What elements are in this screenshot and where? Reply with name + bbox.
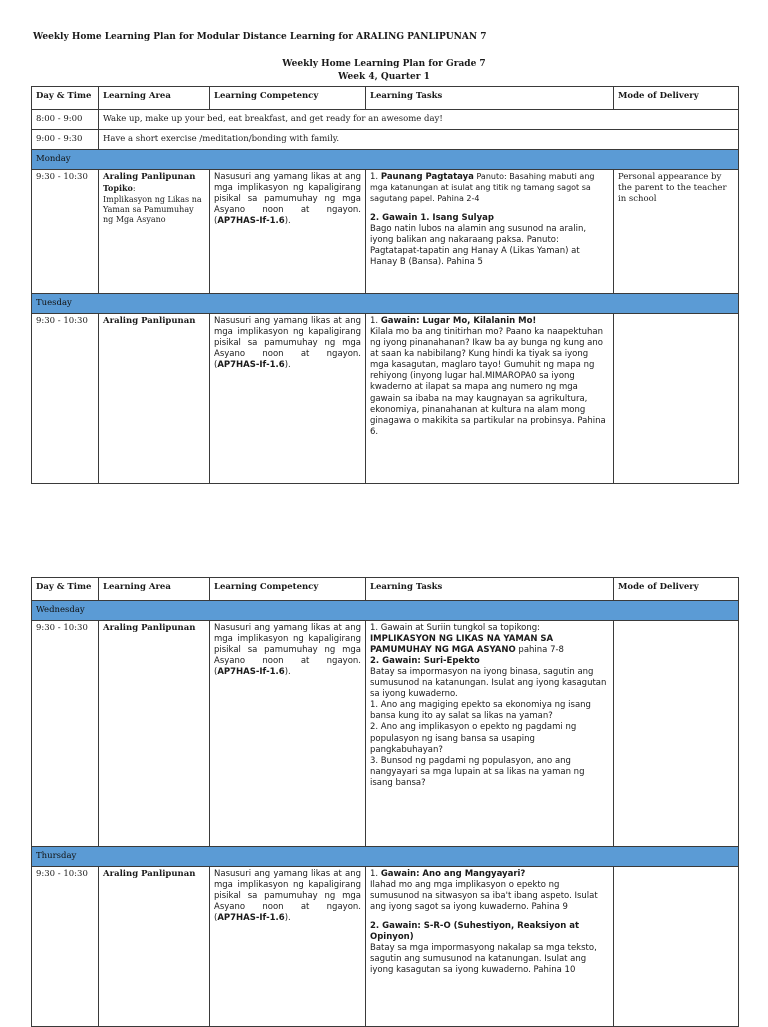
competency-code: AP7HAS-If-1.6 xyxy=(217,360,285,371)
topic-label: Topiko xyxy=(103,183,133,194)
learning-area-cell: Araling Panlipunan xyxy=(99,621,210,847)
header-row xyxy=(32,87,739,110)
topic-text: Implikasyon ng Likas na Yaman sa Pamumuhay ng Mga Asyano xyxy=(103,194,202,225)
competency-code: AP7HAS-If-1.6 xyxy=(217,913,285,924)
task-title: 2. Gawain: Suri-Epekto xyxy=(370,656,480,667)
time-cell: 9:30 - 10:30 xyxy=(32,170,99,294)
competency-cell: Nasusuri ang yamang likas at ang mga implikasyon ng kapaligirang pisikal sa pamumuhay ng mga Asyano noon at ngayon. (AP7HAS-If-1.6). xyxy=(210,170,366,294)
routine-text: Have a short exercise /meditation/bonding with family. xyxy=(99,130,739,150)
delivery-cell xyxy=(614,621,739,847)
day-label: Thursday xyxy=(32,847,739,867)
day-band-wednesday xyxy=(32,601,739,621)
header-learning-area: Learning Area xyxy=(99,578,210,601)
routine-time: 9:00 - 9:30 xyxy=(32,130,99,150)
delivery-cell xyxy=(614,314,739,484)
learning-area-cell: Araling Panlipunan xyxy=(99,867,210,1027)
task-text: Ilahad mo ang mga implikasyon o epekto ng sumusunod na sitwasyon sa iba't ibang aspeto. Isulat ang iyong sagot sa iyong kuwaderno. Pahina 9 xyxy=(370,880,598,913)
competency-code: AP7HAS-If-1.6 xyxy=(217,667,285,678)
question-item: 1. Ano ang magiging epekto sa ekonomiya ng isang bansa kung ito ay salat sa likas na yaman? xyxy=(370,700,591,722)
day-label: Tuesday xyxy=(32,294,739,314)
schedule-row-monday xyxy=(32,170,739,294)
task-text: Kilala mo ba ang tinitirhan mo? Paano ka naapektuhan ng iyong pinanahanan? Ikaw ba ay bunga ng kung ano at saan ka nabibilang? Kung hindi ka tiyak sa iyong mga kasagutan, maglaro tayo! Gumuhit ng mapa ng rehiyong (inyong lugar hal.MIMAROPA0 sa iyong kwaderno at ilapat sa mapa ang numero ng mga gawain sa ibaba na may kaugnayan sa agrikultura, ekonomiya, pinanahanan at kultura na alam mong ginagawa o makikita sa partikular na probinsya. Pahina 6. xyxy=(370,327,606,437)
task-title: Paunang Pagtataya xyxy=(380,172,474,183)
day-band-monday xyxy=(32,150,739,170)
delivery-cell xyxy=(614,867,739,1027)
document-title: Weekly Home Learning Plan for Modular Distance Learning for ARALING PANLIPUNAN 7 xyxy=(33,32,487,42)
competency-cell: Nasusuri ang yamang likas at ang mga implikasyon ng kapaligirang pisikal sa pamumuhay ng mga Asyano noon at ngayon. (AP7HAS-If-1.6). xyxy=(210,621,366,847)
header-tasks: Learning Tasks xyxy=(366,87,614,110)
header-competency: Learning Competency xyxy=(210,578,366,601)
plan-week: Week 4, Quarter 1 xyxy=(338,72,430,82)
routine-time: 8:00 - 9:00 xyxy=(32,110,99,130)
schedule-row-thursday xyxy=(32,867,739,1027)
header-delivery: Mode of Delivery xyxy=(614,87,739,110)
learning-area-cell: Araling Panlipunan xyxy=(99,314,210,484)
routine-row xyxy=(32,130,739,150)
header-day-time: Day & Time xyxy=(32,87,99,110)
tasks-cell: 1. Gawain at Suriin tungkol sa topikong: IMPLIKASYON NG LIKAS NA YAMAN SA PAMUMUHAY NG MGA ASYANO pahina 7-8 2. Gawain: Suri-Epekto Batay sa impormasyon na iyong binasa, sagutin ang sumusunod na katanungan. Isulat ang iyong kasagutan sa iyong kuwaderno. 1. Ano ang magiging epekto sa ekonomiya ng isang bansa kung ito ay salat sa likas na yaman? 2. Ano ang implikasyon o epekto ng pagdami ng populasyon ng isang bansa sa usaping pangkabuhayan? 3. Bunsod ng pagdami ng populasyon, ano ang nangyayari sa mga lupain at sa likas na yaman ng isang bansa? xyxy=(366,621,614,847)
header-learning-area: Learning Area xyxy=(99,87,210,110)
question-item: 3. Bunsod ng pagdami ng populasyon, ano ang nangyayari sa mga lupain at sa likas na yaman ng isang bansa? xyxy=(370,755,585,788)
routine-text: Wake up, make up your bed, eat breakfast, and get ready for an awesome day! xyxy=(99,110,739,130)
task-text: Batay sa mga impormasyong nakalap sa mga teksto, sagutin ang sumusunod na katanungan. Isulat ang iyong kasagutan sa iyong kuwaderno. Pahina 10 xyxy=(370,943,597,976)
header-competency: Learning Competency xyxy=(210,87,366,110)
day-band-thursday xyxy=(32,847,739,867)
task-title: Gawain: Ano ang Mangyayari? xyxy=(380,869,526,880)
day-label: Wednesday xyxy=(32,601,739,621)
task-title: 2. Gawain 1. Isang Sulyap xyxy=(370,213,494,224)
area-name: Araling Panlipunan xyxy=(103,172,196,183)
day-label: Monday xyxy=(32,150,739,170)
plan-table-2 xyxy=(31,577,739,1027)
tasks-cell: 1. Gawain: Ano ang Mangyayari? Ilahad mo ang mga implikasyon o epekto ng sumusunod na sitwasyon sa iba't ibang aspeto. Isulat ang iyong sagot sa iyong kuwaderno. Pahina 9 2. Gawain: S-R-O (Suhestiyon, Reaksiyon at Opinyon) Batay sa mga impormasyong nakalap sa mga teksto, sagutin ang sumusunod na katanungan. Isulat ang iyong kasagutan sa iyong kuwaderno. Pahina 10 xyxy=(366,867,614,1027)
question-item: 2. Ano ang implikasyon o epekto ng pagdami ng populasyon ng isang bansa sa usaping pangkabuhayan? xyxy=(370,722,577,755)
time-cell: 9:30 - 10:30 xyxy=(32,867,99,1027)
header-row xyxy=(32,578,739,601)
day-band-tuesday xyxy=(32,294,739,314)
header-day-time: Day & Time xyxy=(32,578,99,601)
competency-code: AP7HAS-If-1.6 xyxy=(217,216,285,227)
time-cell: 9:30 - 10:30 xyxy=(32,314,99,484)
schedule-row-wednesday xyxy=(32,621,739,847)
learning-area-cell xyxy=(99,170,210,294)
plan-table-1 xyxy=(31,86,739,484)
task-title: 2. Gawain: S-R-O (Suhestiyon, Reaksiyon at Opinyon) xyxy=(370,921,580,943)
time-cell: 9:30 - 10:30 xyxy=(32,621,99,847)
schedule-row-tuesday xyxy=(32,314,739,484)
task-text: Bago natin lubos na alamin ang susunod na aralin, iyong balikan ang nakaraang paksa. Panuto: Pagtatapat-tapatin ang Hanay A (Likas Yaman) at Hanay B (Bansa). Pahina 5 xyxy=(370,224,587,268)
topic-heading: IMPLIKASYON NG LIKAS NA YAMAN SA PAMUMUHAY NG MGA ASYANO xyxy=(370,634,554,656)
delivery-cell: Personal appearance by the parent to the teacher in school xyxy=(614,170,739,294)
task-text: Batay sa impormasyon na iyong binasa, sagutin ang sumusunod na katanungan. Isulat ang iyong kasagutan sa iyong kuwaderno. xyxy=(370,667,607,700)
topic-block: Topiko: Implikasyon ng Likas na Yaman sa Pamumuhay ng Mga Asyano xyxy=(103,183,202,225)
header-delivery: Mode of Delivery xyxy=(614,578,739,601)
competency-cell: Nasusuri ang yamang likas at ang mga implikasyon ng kapaligirang pisikal sa pamumuhay ng mga Asyano noon at ngayon. (AP7HAS-If-1.6). xyxy=(210,314,366,484)
competency-cell: Nasusuri ang yamang likas at ang mga implikasyon ng kapaligirang pisikal sa pamumuhay ng mga Asyano noon at ngayon. (AP7HAS-If-1.6). xyxy=(210,867,366,1027)
plan-title: Weekly Home Learning Plan for Grade 7 xyxy=(282,59,486,69)
task-title: Gawain: Lugar Mo, Kilalanin Mo! xyxy=(380,316,537,327)
tasks-cell: 1. Gawain: Lugar Mo, Kilalanin Mo! Kilala mo ba ang tinitirhan mo? Paano ka naapektuhan ng iyong pinanahanan? Ikaw ba ay bunga ng kung ano at saan ka nabibilang? Kung hindi ka tiyak sa iyong mga kasagutan, maglaro tayo! Gumuhit ng mapa ng rehiyong (inyong lugar hal.MIMAROPA0 sa iyong kwaderno at ilapat sa mapa ang numero ng mga gawain sa ibaba na may kaugnayan sa agrikultura, ekonomiya, pinanahanan at kultura na alam mong ginagawa o makikita sa partikular na probinsya. Pahina 6. xyxy=(366,314,614,484)
routine-row xyxy=(32,110,739,130)
tasks-cell: 1. Paunang Pagtataya Panuto: Basahing mabuti ang mga katanungan at isulat ang titik ng tamang sagot sa sagutang papel. Pahina 2-4 2. Gawain 1. Isang Sulyap Bago natin lubos na alamin ang susunod na aralin, iyong balikan ang nakaraang paksa. Panuto: Pagtatapat-tapatin ang Hanay A (Likas Yaman) at Hanay B (Bansa). Pahina 5 xyxy=(366,170,614,294)
task-text: 1. Gawain at Suriin tungkol sa topikong: xyxy=(370,623,541,634)
header-tasks: Learning Tasks xyxy=(366,578,614,601)
